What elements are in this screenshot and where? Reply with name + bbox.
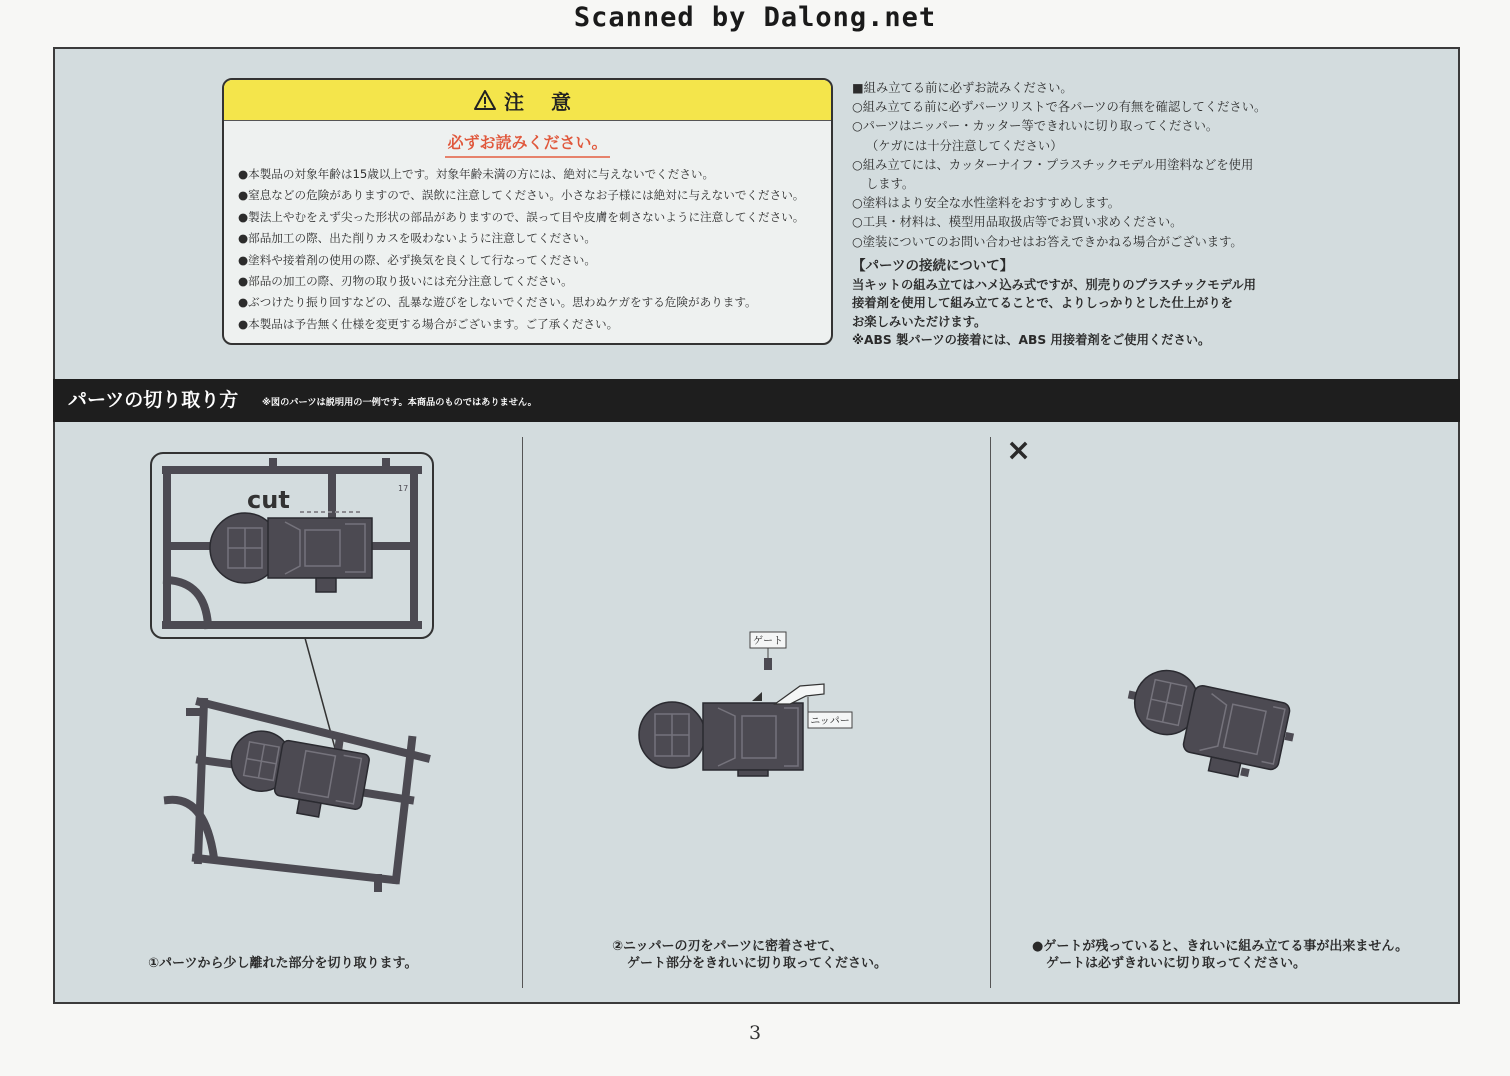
notes-line: （ケガには十分注意してください） <box>866 138 1063 153</box>
wrong-mark-icon: × <box>1006 433 1032 468</box>
caution-subtitle: 必ずお読みください。 <box>445 130 609 158</box>
caution-item: ●部品の加工の際、刃物の取り扱いには充分注意してください。 <box>238 274 573 289</box>
notes-line: ○塗装についてのお問い合わせはお答えできかねる場合がございます。 <box>852 234 1243 249</box>
step3-caption: ゲートは必ずきれいに切り取ってください。 <box>1046 956 1307 971</box>
bad-example-diagram <box>1006 433 1302 786</box>
step3-caption: ●ゲートが残っていると、きれいに組み立てる事が出来ません。 <box>1032 939 1409 954</box>
caution-item: ●ぶつけたり振り回すなどの、乱暴な遊びをしないでください。思わぬケガをする危険があります。 <box>238 295 757 310</box>
caution-item: ●製法上やむをえず尖った形状の部品がありますので、誤って目や皮膚を刺さないように注意してください。 <box>238 209 805 224</box>
connection-heading: 【パーツの接続について】 <box>852 258 1014 274</box>
sprue-full <box>168 702 426 888</box>
notes-line: ○組み立てる前に必ずパーツリストで各パーツの有無を確認してください。 <box>852 100 1267 115</box>
sprue-zoom-bubble <box>151 453 433 638</box>
page-number: 3 <box>748 1022 762 1044</box>
notes-line: します。 <box>866 177 915 192</box>
part-with-gate <box>1117 663 1302 786</box>
caution-item: ●塗料や接着剤の使用の際、必ず換気を良くして行なってください。 <box>238 252 596 267</box>
nipper-blade <box>775 684 824 704</box>
step2-caption: ゲート部分をきれいに切り取ってください。 <box>627 956 888 971</box>
caution-title: 注 意 <box>504 89 581 114</box>
nipper-label: ニッパー <box>810 716 850 727</box>
caution-item: ●窒息などの危険がありますので、誤飲に注意してください。小さなお子様には絶対に与えないでください。 <box>238 188 805 203</box>
nipper-diagram <box>639 632 852 776</box>
connection-line: 接着剤を使用して組み立てることで、よりしっかりとした仕上がりを <box>852 296 1233 311</box>
step1-caption: ①パーツから少し離れた部分を切り取ります。 <box>148 956 418 971</box>
cut-mark <box>752 692 762 701</box>
cut-label: cut <box>247 486 290 514</box>
gate-label: ゲート <box>753 636 783 647</box>
part-cut <box>639 702 803 776</box>
scan-credit: Scanned by Dalong.net <box>573 2 937 33</box>
connection-line: ※ABS 製パーツの接着には、ABS 用接着剤をご使用ください。 <box>852 333 1211 348</box>
notes-line: ○パーツはニッパー・カッター等できれいに切り取ってください。 <box>852 119 1219 134</box>
section-note: ※図のパーツは説明用の一例です。本商品のものではありません。 <box>262 397 537 408</box>
notes-line: ○組み立てには、カッターナイフ・プラスチックモデル用塗料などを使用 <box>852 157 1254 172</box>
caution-item: ●本製品の対象年齢は15歳以上です。対象年齢未満の方には、絶対に与えないでください。 <box>238 167 715 181</box>
part-number-label: 17 <box>398 484 409 493</box>
caution-item: ●本製品は予告無く仕様を変更する場合がございます。ご了承ください。 <box>238 316 619 331</box>
connection-line: 当キットの組み立てはハメ込み式ですが、別売りのプラスチックモデル用 <box>852 277 1256 292</box>
caution-item: ●部品加工の際、出た削りカスを吸わないように注意してください。 <box>238 231 596 246</box>
notes-line: ○工具・材料は、模型用品取扱店等でお買い求めください。 <box>852 215 1183 230</box>
notes-heading: ■組み立てる前に必ずお読みください。 <box>852 81 1073 95</box>
step2-caption: ②ニッパーの刃をパーツに密着させて、 <box>612 939 843 954</box>
notes-line: ○塗料はより安全な水性塗料をおすすめします。 <box>852 196 1121 211</box>
section-title: パーツの切り取り方 <box>68 389 239 411</box>
connection-line: お楽しみいただけます。 <box>852 314 987 329</box>
gate <box>764 658 772 670</box>
